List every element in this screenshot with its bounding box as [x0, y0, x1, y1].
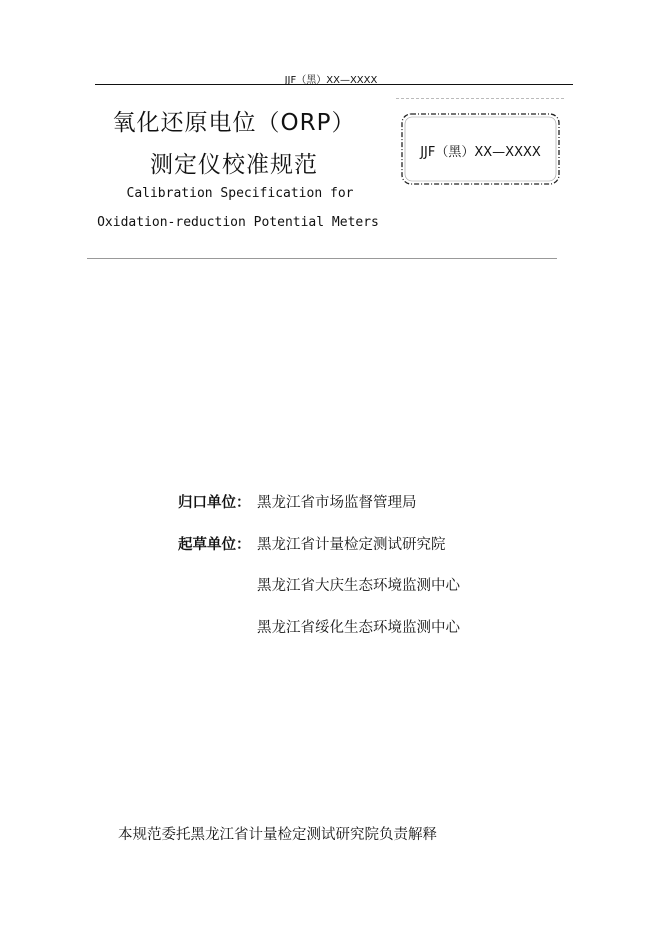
- drafting-unit-value-2: 黑龙江省大庆生态环境监测中心: [257, 578, 460, 594]
- drafting-unit-label: 起草单位：: [178, 537, 251, 553]
- responsible-unit-label: 归口单位：: [178, 495, 251, 511]
- header-divider: [95, 84, 573, 85]
- title-cn-line2: 测定仪校准规范: [150, 152, 318, 178]
- code-box-text: JJF（黑）XX—XXXX: [420, 145, 541, 160]
- title-en-line2: Oxidation-reduction Potential Meters: [97, 215, 379, 230]
- title-en-line1: Calibration Specification for: [126, 186, 354, 201]
- code-box-top-marks: [396, 98, 564, 101]
- drafting-unit-value-1: 黑龙江省计量检定测试研究院: [257, 537, 446, 553]
- interpretation-note: 本规范委托黑龙江省计量检定测试研究院负责解释: [118, 827, 437, 843]
- responsible-unit-value: 黑龙江省市场监督管理局: [257, 495, 417, 511]
- code-box: [399, 111, 562, 187]
- header-standard-code: JJF（黑）XX—XXXX: [284, 75, 378, 86]
- title-cn-line1: 氧化还原电位（ORP）: [112, 110, 356, 136]
- drafting-unit-value-3: 黑龙江省绥化生态环境监测中心: [257, 620, 460, 636]
- title-divider: [87, 258, 557, 259]
